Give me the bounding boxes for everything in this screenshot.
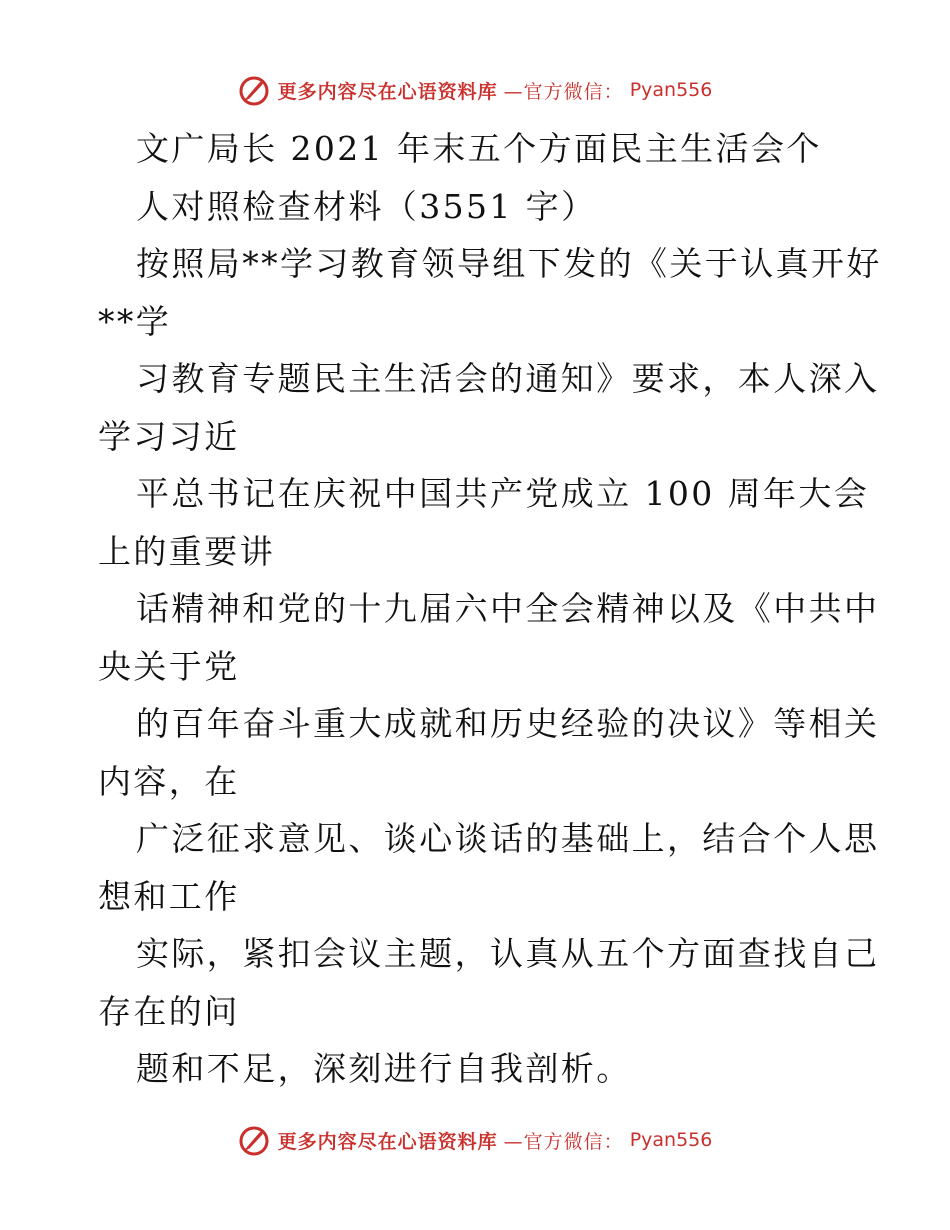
body-line: 上的重要讲 [98, 531, 275, 571]
watermark-separator: —官方微信： [503, 1130, 624, 1153]
watermark-text: 更多内容尽在心语资料库 [277, 1130, 498, 1153]
body-line: **学 [98, 301, 172, 341]
document-body [98, 120, 882, 1098]
watermark-separator: —官方微信： [503, 80, 624, 103]
footer-watermark [0, 1120, 950, 1160]
quill-circle-icon [238, 1123, 272, 1157]
body-line: 习教育专题民主生活会的通知》要求，本人深入 [136, 359, 880, 398]
body-line: 实际，紧扣会议主题，认真从五个方面查找自己 [136, 934, 880, 973]
title-line-2: 人对照检查材料（3551 字） [136, 186, 597, 226]
body-line: 学习习近 [98, 416, 240, 456]
watermark-text: 更多内容尽在心语资料库 [277, 80, 498, 103]
body-line: 按照局**学习教育领导组下发的《关于认真开好 [136, 244, 882, 283]
title-line-1: 文广局长 2021 年末五个方面民主生活会个 [136, 129, 822, 168]
body-line: 存在的问 [98, 991, 240, 1031]
body-line: 题和不足，深刻进行自我剖析。 [136, 1049, 632, 1088]
body-line: 广泛征求意见、谈心谈话的基础上，结合个人思 [136, 819, 880, 858]
watermark-account: Pyan556 [629, 79, 713, 101]
quill-circle-icon [238, 73, 272, 107]
body-line: 的百年奋斗重大成就和历史经验的决议》等相关 [136, 704, 880, 743]
body-line: 内容，在 [98, 761, 240, 801]
watermark-account: Pyan556 [629, 1129, 713, 1151]
header-watermark [0, 70, 950, 110]
body-line: 话精神和党的十九届六中全会精神以及《中共中 [136, 589, 880, 628]
body-line: 平总书记在庆祝中国共产党成立 100 周年大会 [136, 474, 870, 513]
body-line: 想和工作 [98, 876, 240, 916]
body-line: 央关于党 [98, 646, 240, 686]
